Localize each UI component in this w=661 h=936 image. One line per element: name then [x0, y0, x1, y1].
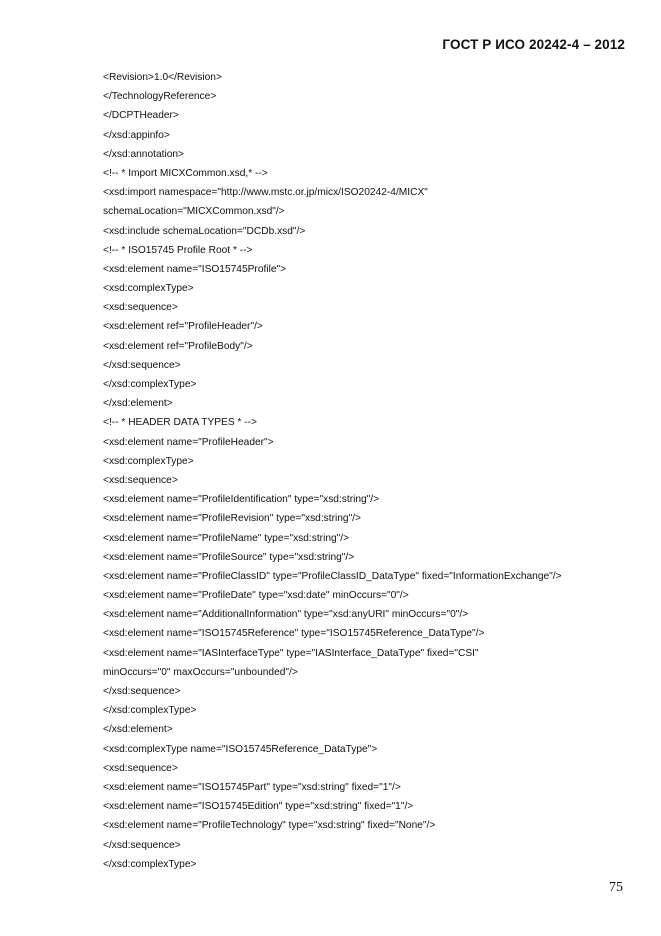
code-line: <xsd:complexType>	[103, 283, 194, 295]
code-line: <!-- * Import MICXCommon.xsd,* -->	[103, 167, 268, 179]
code-line: </xsd:sequence>	[103, 839, 181, 851]
xml-schema-listing	[103, 68, 643, 874]
code-line: <xsd:element ref="ProfileBody"/>	[103, 340, 253, 352]
code-line: </xsd:sequence>	[103, 686, 181, 697]
code-line: </TechnologyReference>	[103, 91, 217, 103]
code-line: <xsd:element name="ProfileClassID" type="ProfileClassID_DataType" fixed="InformationExchange"/>	[103, 570, 562, 582]
code-line: <!-- * ISO15745 Profile Root * -->	[103, 244, 253, 256]
code-line: <xsd:sequence>	[103, 302, 178, 314]
code-line: <xsd:element name="AdditionalInformation" type="xsd:anyURI" minOccurs="0"/>	[103, 609, 469, 621]
code-line: <xsd:complexType name="ISO15745Reference_DataType">	[103, 743, 378, 755]
code-line: </xsd:element>	[103, 398, 173, 410]
code-line: <xsd:element name="ProfileDate" type="xsd:date" minOccurs="0"/>	[103, 590, 409, 602]
code-line: schemaLocation="MICXCommon.xsd"/>	[103, 206, 285, 218]
code-line: <xsd:element name="ISO15745Part" type="xsd:string" fixed="1"/>	[103, 781, 401, 793]
code-line: <xsd:sequence>	[103, 762, 178, 774]
code-line: <xsd:element name="ProfileHeader">	[103, 436, 274, 448]
code-line: <xsd:element ref="ProfileHeader"/>	[103, 321, 263, 333]
code-line: </DCPTHeader>	[103, 110, 179, 122]
code-line: </xsd:complexType>	[103, 379, 197, 390]
code-line: <xsd:element name="ProfileSource" type="xsd:string"/>	[103, 551, 355, 563]
document-header: ГОСТ Р ИСО 20242-4 – 2012	[442, 37, 625, 52]
code-line: <xsd:complexType>	[103, 455, 194, 467]
code-line: </xsd:sequence>	[103, 359, 181, 371]
code-line: minOccurs="0" maxOccurs="unbounded"/>	[103, 666, 298, 678]
code-line: <xsd:element name="ProfileName" type="xsd:string"/>	[103, 532, 350, 544]
code-line: <xsd:element name="ProfileTechnology" type="xsd:string" fixed="None"/>	[103, 820, 436, 832]
code-line: <xsd:element name="ISO15745Profile">	[103, 263, 287, 275]
code-line: <xsd:sequence>	[103, 474, 178, 486]
code-line: <xsd:element name="ProfileRevision" type="xsd:string"/>	[103, 513, 361, 525]
code-line: <!-- * HEADER DATA TYPES * -->	[103, 417, 257, 429]
code-line: <xsd:element name="ISO15745Reference" type="ISO15745Reference_DataType"/>	[103, 628, 485, 640]
code-line: </xsd:appinfo>	[103, 129, 170, 141]
page-number: 75	[609, 880, 623, 895]
code-line: </xsd:complexType>	[103, 858, 197, 870]
code-line: </xsd:element>	[103, 724, 173, 736]
code-line: <xsd:include schemaLocation="DCDb.xsd"/>	[103, 225, 306, 237]
code-line: <xsd:element name="IASInterfaceType" type="IASInterface_DataType" fixed="CSI"	[103, 647, 479, 659]
code-line: </xsd:annotation>	[103, 148, 184, 160]
code-line: <xsd:element name="ISO15745Edition" type="xsd:string" fixed="1"/>	[103, 801, 414, 813]
code-line: <xsd:import namespace="http://www.mstc.or.jp/micx/ISO20242-4/MICX"	[103, 187, 428, 199]
code-line: <Revision>1.0</Revision>	[103, 72, 222, 83]
code-line: </xsd:complexType>	[103, 705, 197, 717]
code-line: <xsd:element name="ProfileIdentification" type="xsd:string"/>	[103, 494, 380, 506]
